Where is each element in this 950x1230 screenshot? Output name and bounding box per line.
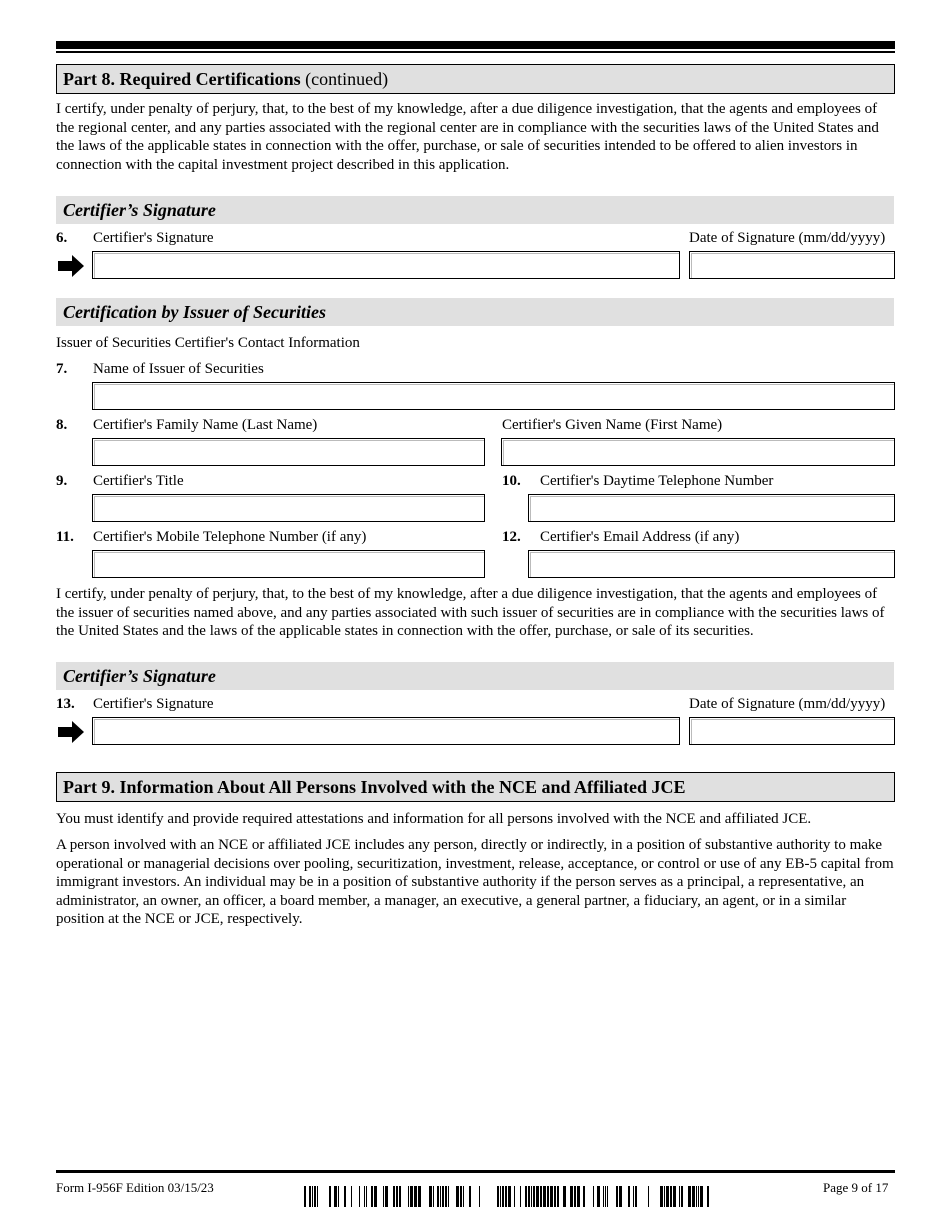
form-edition: Form I-956F Edition 03/15/23: [56, 1180, 214, 1195]
signature-date-field[interactable]: [689, 251, 895, 279]
item-12-number: 12.: [502, 529, 521, 545]
sig1-header: [56, 196, 894, 224]
item-13-date-label: Date of Signature (mm/dd/yyyy): [689, 696, 886, 712]
issuer-certification-text: I certify, under penalty of perjury, that, to the best of my knowledge, after a due diligence investigation, that the agents and employees of the issuer of securities named above, and any parties associated with such issuer of securities are in compliance with the securities laws of the United States and the laws of the applicable states in connection with the offer, purchase, or sale of its securities.: [56, 586, 885, 639]
item-13-label: Certifier's Signature: [93, 696, 214, 712]
page-number: Page 9 of 17: [823, 1180, 889, 1195]
certifier-signature-field-2[interactable]: [92, 717, 680, 745]
item-10-number: 10.: [502, 473, 521, 489]
item-6-number: 6.: [56, 230, 68, 246]
title-field[interactable]: [92, 494, 485, 522]
part8-header: [56, 64, 895, 94]
item-9-number: 9.: [56, 473, 68, 489]
given-name-field[interactable]: [501, 438, 895, 466]
item-7-label: Name of Issuer of Securities: [93, 361, 264, 377]
issuer-header: [56, 298, 894, 326]
issuer-contact-label: Issuer of Securities Certifier's Contact Information: [56, 335, 360, 351]
part9-paragraph-2: A person involved with an NCE or affiliated JCE includes any person, directly or indirectly, in a position of substantive authority to make operational or managerial decisions over pooling, securitization, investment, release, acceptance, or control or use of any EB-5 capital from immigrant investors. An individual may be in a position of substantive authority if the person serves as a principal, a representative, an administrator, an owner, an officer, a board member, a manager, an executive, a general partner, a fiduciary, an agent, or in a similar position at the NCE or JCE, respectively.: [56, 837, 894, 927]
sig1-header-text: Certifier’s Signature: [63, 200, 216, 220]
part9-paragraph-1: You must identify and provide required attestations and information for all persons involved with the NCE and affiliated JCE.: [56, 811, 812, 827]
item-11-number: 11.: [56, 529, 74, 545]
part9-header: [56, 772, 895, 802]
item-9-label: Certifier's Title: [93, 473, 184, 489]
item-6-label: Certifier's Signature: [93, 230, 214, 246]
part9-title: Part 9. Information About All Persons Involved with the NCE and Affiliated JCE: [63, 777, 686, 797]
item-8-given-label: Certifier's Given Name (First Name): [502, 417, 723, 433]
right-arrow-icon: [58, 255, 84, 277]
family-name-field[interactable]: [92, 438, 485, 466]
sig2-header-text: Certifier’s Signature: [63, 666, 216, 686]
item-10-label: Certifier's Daytime Telephone Number: [540, 473, 774, 489]
certifier-signature-field[interactable]: [92, 251, 680, 279]
daytime-phone-field[interactable]: [528, 494, 895, 522]
part8-title: Part 8. Required Certifications: [63, 69, 301, 89]
top-rule-thin: [56, 51, 895, 53]
item-11-label: Certifier's Mobile Telephone Number (if any): [93, 529, 367, 545]
item-7-number: 7.: [56, 361, 68, 377]
item-8-label: Certifier's Family Name (Last Name): [93, 417, 318, 433]
sig2-header: [56, 662, 894, 690]
item-13-number: 13.: [56, 696, 75, 712]
item-8-number: 8.: [56, 417, 68, 433]
item-6-date-label: Date of Signature (mm/dd/yyyy): [689, 230, 886, 246]
part8-continued: (continued): [305, 69, 389, 89]
issuer-header-text: Certification by Issuer of Securities: [63, 302, 327, 322]
item-12-label: Certifier's Email Address (if any): [540, 529, 740, 545]
footer-rule: [56, 1170, 895, 1173]
right-arrow-icon: [58, 721, 84, 743]
issuer-name-field[interactable]: [92, 382, 895, 410]
mobile-phone-field[interactable]: [92, 550, 485, 578]
barcode-icon: [304, 1186, 712, 1207]
part8-intro: I certify, under penalty of perjury, that, to the best of my knowledge, after a due diligence investigation, that the agents and employees of the regional center, and any parties associated with the regional center are in compliance with the securities laws of the United States and the laws of the applicable states in connection with the offer, purchase, or sale of securities intended to be offered to alien investors in connection with the capital investment project described in this application.: [56, 101, 879, 173]
signature-date-field-2[interactable]: [689, 717, 895, 745]
top-rule-thick: [56, 41, 895, 49]
email-field[interactable]: [528, 550, 895, 578]
